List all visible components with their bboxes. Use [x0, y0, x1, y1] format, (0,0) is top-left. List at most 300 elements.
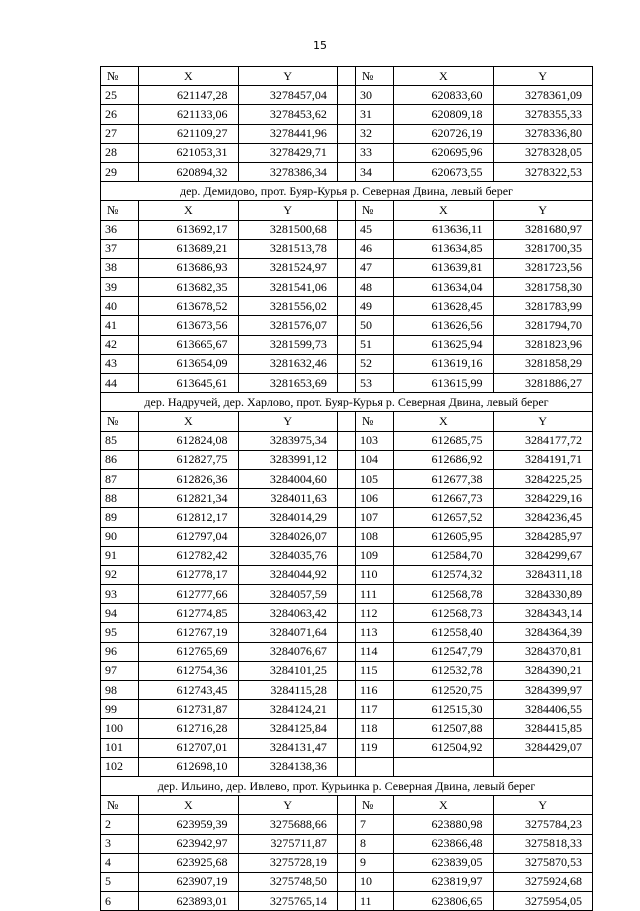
point-number: 40 [101, 297, 139, 316]
point-number: 39 [101, 278, 139, 297]
header-number: № [101, 201, 139, 220]
x-coordinate: 620809,18 [394, 105, 493, 124]
column-gap [337, 124, 355, 143]
x-coordinate: 623893,01 [139, 892, 238, 911]
column-gap [337, 162, 355, 181]
header-x: X [139, 201, 238, 220]
x-coordinate: 612821,34 [139, 489, 238, 508]
x-coordinate: 623880,98 [394, 815, 493, 834]
x-coordinate: 613639,81 [394, 258, 493, 277]
x-coordinate: 613619,16 [394, 354, 493, 373]
column-gap [337, 489, 355, 508]
column-gap [337, 623, 355, 642]
x-coordinate: 612797,04 [139, 527, 238, 546]
header-y: Y [238, 67, 337, 86]
y-coordinate: 3284429,07 [493, 738, 592, 757]
y-coordinate: 3278328,05 [493, 143, 592, 162]
x-coordinate: 612558,40 [394, 623, 493, 642]
y-coordinate: 3275765,14 [238, 892, 337, 911]
column-gap [337, 469, 355, 488]
x-coordinate: 612657,52 [394, 508, 493, 527]
y-coordinate: 3275954,05 [493, 892, 592, 911]
table-row [101, 239, 593, 258]
point-number: 91 [101, 546, 139, 565]
x-coordinate: 613689,21 [139, 239, 238, 258]
x-coordinate: 612686,92 [394, 450, 493, 469]
y-coordinate: 3284370,81 [493, 642, 592, 661]
x-coordinate: 612685,75 [394, 431, 493, 450]
x-coordinate: 612698,10 [139, 757, 238, 776]
table-row [101, 278, 593, 297]
x-coordinate: 620833,60 [394, 86, 493, 105]
x-coordinate: 613628,45 [394, 297, 493, 316]
point-number: 88 [101, 489, 139, 508]
y-coordinate: 3284071,64 [238, 623, 337, 642]
y-coordinate: 3278361,09 [493, 86, 592, 105]
table-row [101, 143, 593, 162]
x-coordinate: 623907,19 [139, 872, 238, 891]
x-coordinate: 613634,85 [394, 239, 493, 258]
column-gap [337, 431, 355, 450]
y-coordinate: 3281653,69 [238, 374, 337, 393]
column-gap [337, 565, 355, 584]
column-gap [337, 546, 355, 565]
table-row [101, 623, 593, 642]
header-row [101, 796, 593, 815]
x-coordinate: 612716,28 [139, 719, 238, 738]
point-number: 31 [355, 105, 393, 124]
header-y: Y [238, 201, 337, 220]
y-coordinate: 3278322,53 [493, 162, 592, 181]
header-number: № [355, 796, 393, 815]
column-gap [337, 796, 355, 815]
column-gap [337, 354, 355, 373]
y-coordinate: 3275688,66 [238, 815, 337, 834]
header-x: X [139, 67, 238, 86]
y-coordinate: 3281758,30 [493, 278, 592, 297]
y-coordinate: 3281556,02 [238, 297, 337, 316]
point-number: 32 [355, 124, 393, 143]
y-coordinate: 3284115,28 [238, 681, 337, 700]
point-number: 112 [355, 604, 393, 623]
point-number: 49 [355, 297, 393, 316]
header-number: № [355, 412, 393, 431]
header-y: Y [493, 67, 592, 86]
column-gap [337, 738, 355, 757]
point-number: 98 [101, 681, 139, 700]
header-number: № [355, 67, 393, 86]
x-coordinate: 623866,48 [394, 834, 493, 853]
x-coordinate: 621133,06 [139, 105, 238, 124]
y-coordinate: 3284125,84 [238, 719, 337, 738]
column-gap [337, 105, 355, 124]
table-row [101, 565, 593, 584]
y-coordinate: 3275818,33 [493, 834, 592, 853]
column-gap [337, 316, 355, 335]
x-coordinate: 623819,97 [394, 872, 493, 891]
x-coordinate: 612731,87 [139, 700, 238, 719]
column-gap [337, 258, 355, 277]
point-number: 9 [355, 853, 393, 872]
x-coordinate: 612532,78 [394, 661, 493, 680]
column-gap [337, 143, 355, 162]
x-coordinate: 623925,68 [139, 853, 238, 872]
point-number: 29 [101, 162, 139, 181]
y-coordinate [493, 757, 592, 776]
y-coordinate: 3284011,63 [238, 489, 337, 508]
table-row [101, 757, 593, 776]
x-coordinate: 613692,17 [139, 220, 238, 239]
x-coordinate: 613636,11 [394, 220, 493, 239]
y-coordinate: 3281858,29 [493, 354, 592, 373]
y-coordinate: 3281632,46 [238, 354, 337, 373]
point-number: 93 [101, 585, 139, 604]
y-coordinate: 3281783,99 [493, 297, 592, 316]
point-number: 119 [355, 738, 393, 757]
point-number: 51 [355, 335, 393, 354]
coordinates-table [100, 66, 593, 911]
header-x: X [394, 201, 493, 220]
y-coordinate: 3284343,14 [493, 604, 592, 623]
point-number: 4 [101, 853, 139, 872]
y-coordinate: 3284076,67 [238, 642, 337, 661]
column-gap [337, 374, 355, 393]
table-row [101, 431, 593, 450]
x-coordinate: 620695,96 [394, 143, 493, 162]
y-coordinate: 3284035,76 [238, 546, 337, 565]
point-number: 114 [355, 642, 393, 661]
point-number: 117 [355, 700, 393, 719]
section-caption: дер. Ильино, дер. Ивлево, прот. Курьинка р. Северная Двина, левый берег [101, 776, 593, 795]
table-row [101, 815, 593, 834]
point-number: 10 [355, 872, 393, 891]
x-coordinate: 621053,31 [139, 143, 238, 162]
x-coordinate: 623959,39 [139, 815, 238, 834]
table-row [101, 162, 593, 181]
column-gap [337, 604, 355, 623]
x-coordinate: 613615,99 [394, 374, 493, 393]
point-number: 52 [355, 354, 393, 373]
column-gap [337, 853, 355, 872]
point-number: 104 [355, 450, 393, 469]
section-caption-row [101, 393, 593, 412]
y-coordinate: 3281700,35 [493, 239, 592, 258]
y-coordinate: 3284124,21 [238, 700, 337, 719]
point-number: 105 [355, 469, 393, 488]
x-coordinate: 612547,79 [394, 642, 493, 661]
y-coordinate: 3284057,59 [238, 585, 337, 604]
y-coordinate: 3278457,04 [238, 86, 337, 105]
table-row [101, 700, 593, 719]
y-coordinate: 3284191,71 [493, 450, 592, 469]
section-caption-row [101, 182, 593, 201]
x-coordinate: 613645,61 [139, 374, 238, 393]
table-row [101, 86, 593, 105]
header-row [101, 67, 593, 86]
point-number: 99 [101, 700, 139, 719]
header-x: X [139, 796, 238, 815]
x-coordinate: 612826,36 [139, 469, 238, 488]
x-coordinate: 613686,93 [139, 258, 238, 277]
column-gap [337, 335, 355, 354]
point-number: 118 [355, 719, 393, 738]
x-coordinate: 612765,69 [139, 642, 238, 661]
section-caption: дер. Демидово, прот. Буяр-Курья р. Северная Двина, левый берег [101, 182, 593, 201]
column-gap [337, 757, 355, 776]
table-row [101, 316, 593, 335]
y-coordinate: 3275924,68 [493, 872, 592, 891]
y-coordinate: 3275784,23 [493, 815, 592, 834]
x-coordinate: 612507,88 [394, 719, 493, 738]
x-coordinate: 612743,45 [139, 681, 238, 700]
x-coordinate: 612677,38 [394, 469, 493, 488]
header-row [101, 412, 593, 431]
point-number: 7 [355, 815, 393, 834]
y-coordinate: 3281886,27 [493, 374, 592, 393]
x-coordinate: 613626,56 [394, 316, 493, 335]
y-coordinate: 3275748,50 [238, 872, 337, 891]
y-coordinate: 3283975,34 [238, 431, 337, 450]
column-gap [337, 642, 355, 661]
point-number: 34 [355, 162, 393, 181]
y-coordinate: 3284225,25 [493, 469, 592, 488]
point-number: 85 [101, 431, 139, 450]
x-coordinate: 612515,30 [394, 700, 493, 719]
y-coordinate: 3284299,67 [493, 546, 592, 565]
y-coordinate: 3281576,07 [238, 316, 337, 335]
x-coordinate: 612767,19 [139, 623, 238, 642]
point-number [355, 757, 393, 776]
x-coordinate: 623942,97 [139, 834, 238, 853]
section-caption-row [101, 776, 593, 795]
header-y: Y [238, 796, 337, 815]
column-gap [337, 719, 355, 738]
y-coordinate: 3281500,68 [238, 220, 337, 239]
table-row [101, 892, 593, 911]
header-number: № [101, 796, 139, 815]
column-gap [337, 86, 355, 105]
x-coordinate: 613678,52 [139, 297, 238, 316]
point-number: 38 [101, 258, 139, 277]
table-row [101, 508, 593, 527]
header-number: № [101, 412, 139, 431]
table-row [101, 681, 593, 700]
point-number: 47 [355, 258, 393, 277]
point-number: 6 [101, 892, 139, 911]
y-coordinate: 3284415,85 [493, 719, 592, 738]
point-number: 3 [101, 834, 139, 853]
x-coordinate: 621109,27 [139, 124, 238, 143]
table-row [101, 450, 593, 469]
x-coordinate: 623839,05 [394, 853, 493, 872]
table-row [101, 354, 593, 373]
table-row [101, 220, 593, 239]
header-y: Y [493, 201, 592, 220]
column-gap [337, 585, 355, 604]
header-number: № [101, 67, 139, 86]
column-gap [337, 700, 355, 719]
table-row [101, 738, 593, 757]
point-number: 27 [101, 124, 139, 143]
y-coordinate: 3284063,42 [238, 604, 337, 623]
y-coordinate: 3283991,12 [238, 450, 337, 469]
point-number: 97 [101, 661, 139, 680]
x-coordinate: 620673,55 [394, 162, 493, 181]
y-coordinate: 3284044,92 [238, 565, 337, 584]
point-number: 33 [355, 143, 393, 162]
column-gap [337, 450, 355, 469]
point-number: 41 [101, 316, 139, 335]
point-number: 89 [101, 508, 139, 527]
column-gap [337, 278, 355, 297]
header-x: X [139, 412, 238, 431]
y-coordinate: 3284330,89 [493, 585, 592, 604]
point-number: 92 [101, 565, 139, 584]
column-gap [337, 681, 355, 700]
x-coordinate: 620894,32 [139, 162, 238, 181]
point-number: 2 [101, 815, 139, 834]
header-row [101, 201, 593, 220]
point-number: 28 [101, 143, 139, 162]
column-gap [337, 239, 355, 258]
y-coordinate: 3284177,72 [493, 431, 592, 450]
column-gap [337, 412, 355, 431]
y-coordinate: 3284101,25 [238, 661, 337, 680]
y-coordinate: 3284311,18 [493, 565, 592, 584]
y-coordinate: 3281723,56 [493, 258, 592, 277]
x-coordinate: 612504,92 [394, 738, 493, 757]
point-number: 86 [101, 450, 139, 469]
column-gap [337, 834, 355, 853]
header-x: X [394, 67, 493, 86]
point-number: 87 [101, 469, 139, 488]
table-row [101, 604, 593, 623]
point-number: 50 [355, 316, 393, 335]
y-coordinate: 3278441,96 [238, 124, 337, 143]
y-coordinate: 3281599,73 [238, 335, 337, 354]
point-number: 107 [355, 508, 393, 527]
table-row [101, 469, 593, 488]
table-row [101, 335, 593, 354]
x-coordinate: 612774,85 [139, 604, 238, 623]
x-coordinate: 612605,95 [394, 527, 493, 546]
point-number: 37 [101, 239, 139, 258]
y-coordinate: 3284364,39 [493, 623, 592, 642]
y-coordinate: 3278386,34 [238, 162, 337, 181]
y-coordinate: 3281680,97 [493, 220, 592, 239]
point-number: 25 [101, 86, 139, 105]
x-coordinate [394, 757, 493, 776]
y-coordinate: 3284014,29 [238, 508, 337, 527]
column-gap [337, 527, 355, 546]
table-row [101, 124, 593, 143]
table-row [101, 258, 593, 277]
y-coordinate: 3281794,70 [493, 316, 592, 335]
table-row [101, 585, 593, 604]
point-number: 95 [101, 623, 139, 642]
point-number: 101 [101, 738, 139, 757]
x-coordinate: 612824,08 [139, 431, 238, 450]
x-coordinate: 613673,56 [139, 316, 238, 335]
column-gap [337, 297, 355, 316]
x-coordinate: 613682,35 [139, 278, 238, 297]
y-coordinate: 3281823,96 [493, 335, 592, 354]
header-x: X [394, 412, 493, 431]
x-coordinate: 612782,42 [139, 546, 238, 565]
table-row [101, 489, 593, 508]
point-number: 106 [355, 489, 393, 508]
point-number: 111 [355, 585, 393, 604]
y-coordinate: 3284229,16 [493, 489, 592, 508]
point-number: 113 [355, 623, 393, 642]
point-number: 116 [355, 681, 393, 700]
table-row [101, 105, 593, 124]
y-coordinate: 3284026,07 [238, 527, 337, 546]
header-x: X [394, 796, 493, 815]
x-coordinate: 612707,01 [139, 738, 238, 757]
y-coordinate: 3278429,71 [238, 143, 337, 162]
x-coordinate: 612777,66 [139, 585, 238, 604]
point-number: 100 [101, 719, 139, 738]
x-coordinate: 612778,17 [139, 565, 238, 584]
column-gap [337, 872, 355, 891]
x-coordinate: 613634,04 [394, 278, 493, 297]
point-number: 30 [355, 86, 393, 105]
y-coordinate: 3275870,53 [493, 853, 592, 872]
y-coordinate: 3278453,62 [238, 105, 337, 124]
column-gap [337, 508, 355, 527]
page-number: 15 [313, 39, 327, 52]
y-coordinate: 3284138,36 [238, 757, 337, 776]
point-number: 36 [101, 220, 139, 239]
x-coordinate: 612827,75 [139, 450, 238, 469]
header-y: Y [493, 412, 592, 431]
x-coordinate: 612574,32 [394, 565, 493, 584]
point-number: 109 [355, 546, 393, 565]
column-gap [337, 661, 355, 680]
table-row [101, 719, 593, 738]
point-number: 115 [355, 661, 393, 680]
x-coordinate: 621147,28 [139, 86, 238, 105]
point-number: 43 [101, 354, 139, 373]
x-coordinate: 613625,94 [394, 335, 493, 354]
x-coordinate: 612520,75 [394, 681, 493, 700]
y-coordinate: 3284236,45 [493, 508, 592, 527]
x-coordinate: 612667,73 [394, 489, 493, 508]
x-coordinate: 612812,17 [139, 508, 238, 527]
table-row [101, 546, 593, 565]
table-row [101, 297, 593, 316]
y-coordinate: 3284390,21 [493, 661, 592, 680]
x-coordinate: 612568,73 [394, 604, 493, 623]
x-coordinate: 612754,36 [139, 661, 238, 680]
y-coordinate: 3281541,06 [238, 278, 337, 297]
point-number: 103 [355, 431, 393, 450]
column-gap [337, 892, 355, 911]
table-row [101, 872, 593, 891]
point-number: 90 [101, 527, 139, 546]
point-number: 108 [355, 527, 393, 546]
x-coordinate: 612584,70 [394, 546, 493, 565]
point-number: 42 [101, 335, 139, 354]
point-number: 102 [101, 757, 139, 776]
header-y: Y [238, 412, 337, 431]
y-coordinate: 3284131,47 [238, 738, 337, 757]
column-gap [337, 815, 355, 834]
table-row [101, 661, 593, 680]
y-coordinate: 3284004,60 [238, 469, 337, 488]
point-number: 48 [355, 278, 393, 297]
